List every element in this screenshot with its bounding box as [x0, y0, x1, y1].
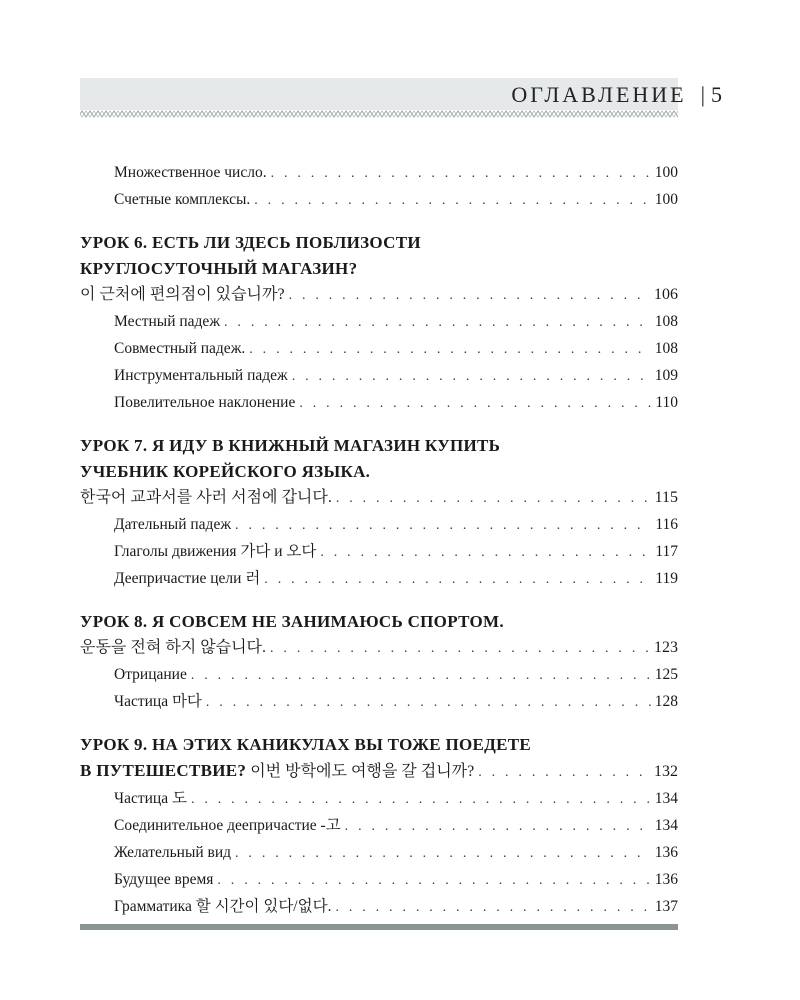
lesson-6: [80, 230, 678, 417]
header-title: ОГЛАВЛЕНИЕ: [511, 82, 687, 107]
toc-entry-label: Множественное число.: [114, 164, 267, 181]
toc-entry-page: 108: [654, 313, 678, 330]
toc-entry-label: Будущее время: [114, 871, 214, 888]
toc-entry-page: 108: [654, 340, 678, 357]
toc-entry-page: 110: [655, 394, 678, 411]
toc-entry[interactable]: [80, 187, 678, 214]
leader-dots: [224, 310, 651, 336]
toc-entry[interactable]: [80, 566, 678, 593]
toc-entry-korean-text: 이번 방학에도 여행을 갈 겁니까?: [250, 763, 475, 780]
toc-entry-korean[interactable]: [80, 485, 678, 512]
header-separator: |: [700, 82, 705, 107]
toc-entry-label: Частица 마다: [114, 693, 202, 710]
toc-entry-label: 운동을 전혀 하지 않습니다.: [80, 639, 267, 656]
toc-entry[interactable]: [80, 160, 678, 187]
toc-entry[interactable]: [80, 786, 678, 813]
toc-entry[interactable]: [80, 309, 678, 336]
toc-entry-label: 이 근처에 편의점이 있습니까?: [80, 286, 285, 303]
toc-entry-page: 128: [654, 693, 678, 710]
toc-entry-label: Грамматика 할 시간이 있다/없다.: [114, 898, 332, 915]
toc-entry-korean[interactable]: [80, 635, 678, 662]
lesson-7: [80, 433, 678, 593]
toc-entry-label: Желательный вид: [114, 844, 232, 861]
toc-entry-page: 134: [654, 817, 678, 834]
toc-entry-label: Местный падеж: [114, 313, 221, 330]
toc-entry-label: Инструментальный падеж: [114, 367, 288, 384]
toc-entry[interactable]: [80, 894, 678, 921]
lesson-title: УРОК 9. НА ЭТИХ КАНИКУЛАХ ВЫ ТОЖЕ ПОЕДЕТЕ: [80, 735, 532, 754]
toc-entry-page: 136: [654, 871, 678, 888]
toc-entry[interactable]: [80, 813, 678, 840]
toc-entry-label: Совместный падеж.: [114, 340, 246, 357]
lesson-title: УРОК 8. Я СОВСЕМ НЕ ЗАНИМАЮСЬ СПОРТОМ.: [80, 612, 504, 631]
lesson-title: КРУГЛОСУТОЧНЫЙ МАГАЗИН?: [80, 259, 358, 278]
toc-entry[interactable]: [80, 867, 678, 894]
leader-dots: [320, 540, 651, 566]
toc-entry-label: Отрицание: [114, 666, 187, 683]
toc-entry-page: 123: [654, 639, 678, 656]
lesson-9: [80, 732, 678, 921]
toc-entry[interactable]: [80, 840, 678, 867]
toc-entry-page: 116: [655, 516, 678, 533]
leader-dots: [292, 364, 651, 390]
leader-dots: [235, 841, 651, 867]
header-page-number: 5: [711, 82, 722, 107]
toc-entry-page: 134: [654, 790, 678, 807]
toc-entry-page: 117: [655, 543, 678, 560]
leader-dots: [271, 161, 651, 187]
footer-rule: [80, 924, 678, 930]
toc-entry-label: 한국어 교과서를 사러 서점에 갑니다.: [80, 489, 332, 506]
lesson-title-continuation: В ПУТЕШЕСТВИЕ?: [80, 761, 247, 780]
leader-dots: [335, 895, 650, 921]
toc-entry-label: [80, 758, 474, 785]
leader-dots: [254, 188, 650, 214]
toc-entry-page: 136: [654, 844, 678, 861]
leader-dots: [289, 283, 650, 309]
toc-entry[interactable]: [80, 539, 678, 566]
toc-entry[interactable]: [80, 512, 678, 539]
leader-dots: [345, 814, 651, 840]
toc-entry-label: Дательный падеж: [114, 516, 232, 533]
toc-entry-label: Счетные комплексы.: [114, 191, 251, 208]
toc-entry-page: 125: [654, 666, 678, 683]
toc-entry-page: 100: [654, 164, 678, 181]
leader-dots: [336, 486, 651, 512]
leader-dots: [270, 636, 650, 662]
toc-entry-korean[interactable]: [80, 282, 678, 309]
leader-dots: [478, 760, 650, 786]
leader-dots: [264, 567, 651, 593]
toc-entry-page: 115: [654, 489, 678, 506]
header-ornament: [80, 110, 678, 118]
leader-dots: [249, 337, 650, 363]
toc-entry-page: 132: [654, 763, 678, 780]
toc-entry-korean[interactable]: [80, 758, 678, 786]
toc-entry-page: 137: [654, 898, 678, 915]
toc-entry[interactable]: [80, 689, 678, 716]
toc-entry[interactable]: [80, 336, 678, 363]
table-of-contents: [80, 160, 678, 921]
toc-entry-label: Соединительное деепричастие -고: [114, 817, 341, 834]
toc-entry[interactable]: [80, 390, 678, 417]
toc-entry-page: 109: [654, 367, 678, 384]
leader-dots: [191, 787, 651, 813]
lesson-title: УРОК 6. ЕСТЬ ЛИ ЗДЕСЬ ПОБЛИЗОСТИ: [80, 233, 421, 252]
lesson-title: УЧЕБНИК КОРЕЙСКОГО ЯЗЫКА.: [80, 462, 371, 481]
toc-entry-page: 100: [654, 191, 678, 208]
toc-entry[interactable]: [80, 363, 678, 390]
toc-entry-page: 106: [654, 286, 678, 303]
running-header: [511, 82, 722, 108]
lesson-8: [80, 609, 678, 716]
lesson-title: УРОК 7. Я ИДУ В КНИЖНЫЙ МАГАЗИН КУПИТЬ: [80, 436, 501, 455]
leader-dots: [235, 513, 651, 539]
toc-entry-label: Повелительное наклонение: [114, 394, 296, 411]
toc-entry-label: Частица 도: [114, 790, 187, 807]
toc-entry-label: Деепричастие цели 러: [114, 570, 261, 587]
leader-dots: [299, 391, 651, 417]
toc-entry-page: 119: [655, 570, 678, 587]
leader-dots: [206, 690, 651, 716]
leader-dots: [191, 663, 651, 689]
toc-entry-label: Глаголы движения 가다 и 오다: [114, 543, 317, 560]
toc-entry[interactable]: [80, 662, 678, 689]
leader-dots: [217, 868, 650, 894]
